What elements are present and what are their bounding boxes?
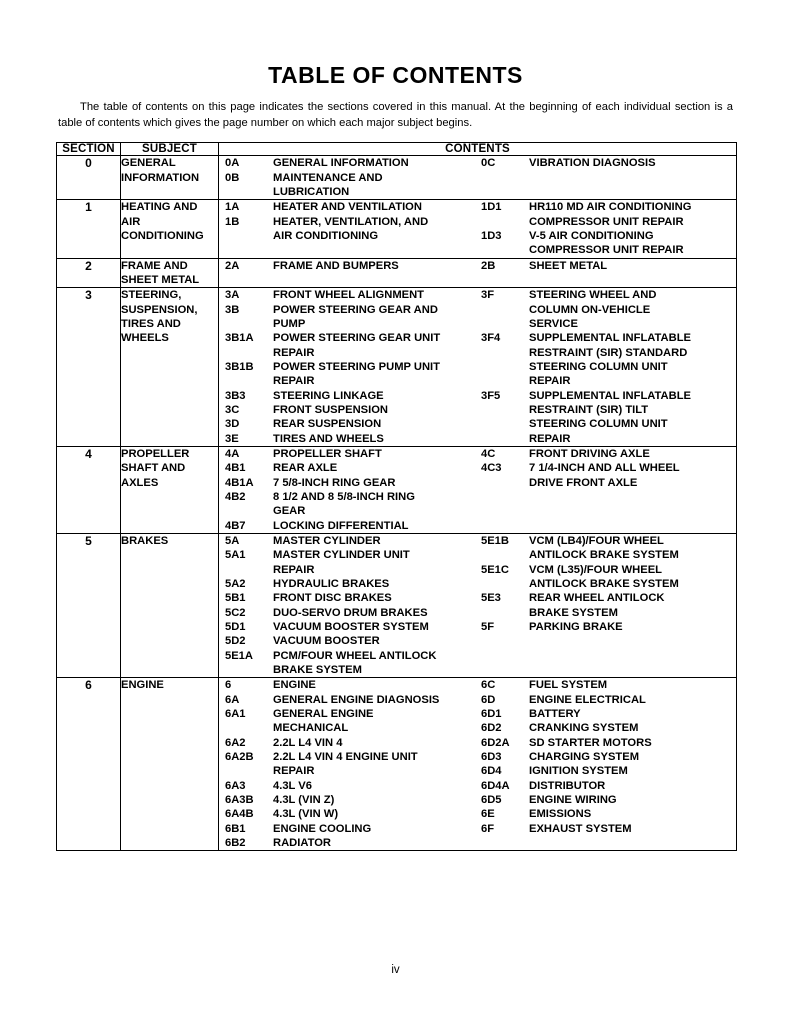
entry-label: REPAIR [273,765,315,778]
entry-label: PUMP [273,318,306,331]
contents-entry[interactable] [219,836,477,850]
contents-entry[interactable] [219,215,477,229]
subject-name: FRAME AND SHEET METAL [121,258,219,288]
contents-entry[interactable] [477,693,733,707]
entry-label: 4.3L (VIN W) [273,808,339,821]
entry-label: COMPRESSOR UNIT REPAIR [529,215,684,228]
page-folio: iv [391,964,400,976]
section-number: 1 [57,200,121,258]
contents-column-left [219,200,477,257]
contents-entry[interactable] [477,417,733,431]
entry-label: SERVICE [529,318,578,331]
entry-label: GENERAL INFORMATION [273,157,409,170]
entry-label: COMPRESSOR UNIT REPAIR [529,244,684,257]
entry-label: 7 1/4-INCH AND ALL WHEEL [529,462,680,475]
intro-text: The table of contents on this page indicates the sections covered in this manual. At the beginning of each individual section is a table of contents which gives the page number on which each major subject begins. [58,101,733,130]
contents-entry[interactable] [477,403,733,417]
contents-entry[interactable] [477,200,733,214]
entry-label: BRAKE SYSTEM [529,606,618,619]
contents-entry[interactable] [477,346,733,360]
entry-code: 4B1A [225,476,254,489]
entry-label: REPAIR [529,432,571,445]
entry-label: POWER STEERING GEAR UNIT [273,332,441,345]
contents-entry[interactable] [477,360,733,374]
entry-label: VIBRATION DIAGNOSIS [529,157,656,170]
entry-code: 5B1 [225,592,246,605]
contents-entry[interactable] [219,331,477,345]
entry-code: 1D1 [481,201,502,214]
contents-entry[interactable] [477,229,733,243]
contents-entry[interactable] [477,215,733,229]
entry-label: FRONT SUSPENSION [273,404,388,417]
contents-column-right [477,156,733,199]
contents-entry[interactable] [219,374,477,388]
entry-code: 6B2 [225,836,246,849]
entry-label: MASTER CYLINDER UNIT [273,549,410,562]
contents-entry[interactable] [477,793,733,807]
contents-entry[interactable] [219,591,477,605]
contents-entry[interactable] [219,606,477,620]
contents-entry[interactable] [219,793,477,807]
entry-label: 8 1/2 AND 8 5/8-INCH RING [273,491,415,504]
subject-name: HEATING AND AIR CONDITIONING [121,200,219,258]
contents-entry[interactable] [477,243,733,257]
entry-code: 6 [225,679,232,692]
contents-column-right [477,259,733,273]
entry-label: BRAKE SYSTEM [273,663,362,676]
contents-entry[interactable] [219,779,477,793]
entry-label: ANTILOCK BRAKE SYSTEM [529,549,679,562]
entry-label: PCM/FOUR WHEEL ANTILOCK [273,649,437,662]
contents-entry[interactable] [219,534,477,548]
entry-label: STEERING COLUMN UNIT [529,418,668,431]
contents-entry[interactable] [219,620,477,634]
contents-entry[interactable] [219,822,477,836]
table-row [57,534,737,678]
entry-label: RESTRAINT (SIR) TILT [529,404,649,417]
contents-entry[interactable] [219,519,477,533]
entry-code: 5D1 [225,620,246,633]
contents-entry[interactable] [477,156,733,170]
section-number: 5 [57,534,121,678]
table-row [57,200,737,258]
entry-code: 5D2 [225,635,246,648]
section-number: 3 [57,288,121,447]
contents-cell [219,200,737,258]
contents-entry[interactable] [219,764,477,778]
entry-label: MASTER CYLINDER [273,535,381,547]
entry-label: VACUUM BOOSTER [273,635,380,648]
entry-code: 3F4 [481,332,501,345]
contents-column-right [477,447,733,533]
entry-code: 4C [481,448,496,461]
entry-code: 6D4 [481,765,502,778]
entry-label: 4.3L (VIN Z) [273,793,335,806]
entry-label: VACUUM BOOSTER SYSTEM [273,620,429,633]
entry-code: 6A [225,693,240,706]
entry-label: MAINTENANCE AND [273,171,383,184]
contents-entry[interactable] [477,736,733,750]
contents-entry[interactable] [219,490,477,504]
contents-entry[interactable] [219,476,477,490]
column-header-contents: CONTENTS [219,143,737,156]
table-row [57,447,737,534]
entry-label: STEERING COLUMN UNIT [529,361,668,374]
entry-label: PARKING BRAKE [529,620,623,633]
entry-code: 5E1C [481,563,509,576]
entry-label: GENERAL ENGINE [273,707,374,720]
contents-entry[interactable] [477,822,733,836]
entry-code: 6A3B [225,793,254,806]
entry-code: 5A2 [225,577,246,590]
contents-entry[interactable] [477,563,733,577]
entry-code: 4B7 [225,519,246,532]
intro-paragraph [56,99,735,131]
contents-entry[interactable] [477,779,733,793]
contents-column-left [219,447,477,533]
contents-entry[interactable] [219,303,477,317]
entry-label: ENGINE ELECTRICAL [529,693,646,706]
table-row [57,678,737,851]
entry-code: 6A2 [225,736,246,749]
contents-entry[interactable] [219,389,477,403]
entry-label: EXHAUST SYSTEM [529,822,632,835]
entry-label: POWER STEERING GEAR AND [273,303,438,316]
entry-code: 6D [481,693,496,706]
entry-label: REPAIR [273,375,315,388]
entry-label: SUPPLEMENTAL INFLATABLE [529,332,692,345]
entry-label: CRANKING SYSTEM [529,722,639,735]
contents-entry[interactable] [477,807,733,821]
contents-entry[interactable] [219,229,477,243]
entry-label: 2.2L L4 VIN 4 ENGINE UNIT [273,750,418,763]
contents-entry[interactable] [219,360,477,374]
subject-name: GENERAL INFORMATION [121,156,219,200]
entry-label: REAR WHEEL ANTILOCK [529,592,665,605]
entry-code: 6B1 [225,822,246,835]
entry-code: 6A4B [225,808,254,821]
contents-entry[interactable] [477,331,733,345]
entry-code: 0A [225,157,240,170]
entry-label: 4.3L V6 [273,779,312,792]
entry-label: RADIATOR [273,836,332,849]
entry-code: 1B [225,215,240,228]
entry-label: ENGINE WIRING [529,793,617,806]
contents-column-left [219,534,477,677]
entry-code: 3C [225,404,240,417]
entry-label: LOCKING DIFFERENTIAL [273,519,409,532]
contents-entry[interactable] [477,389,733,403]
entry-code: 1D3 [481,230,502,243]
column-header-subject: SUBJECT [121,143,219,156]
contents-entry[interactable] [219,504,477,518]
entry-label: DRIVE FRONT AXLE [529,476,638,489]
entry-label: 2.2L L4 VIN 4 [273,736,343,749]
entry-code: 3E [225,432,239,445]
entry-code: 5A [225,535,240,547]
entry-code: 0C [481,157,496,170]
contents-entry[interactable] [477,577,733,591]
contents-column-left [219,288,477,446]
contents-entry[interactable] [477,750,733,764]
entry-code: 6A2B [225,750,254,763]
entry-label: MECHANICAL [273,722,349,735]
contents-entry[interactable] [219,200,477,214]
entry-code: 6D5 [481,793,502,806]
contents-entry[interactable] [219,736,477,750]
entry-code: 6D1 [481,707,502,720]
entry-code: 5F [481,620,495,633]
entry-code: 3F [481,289,495,302]
entry-label: EMISSIONS [529,808,592,821]
contents-entry[interactable] [219,807,477,821]
page-title: TABLE OF CONTENTS [268,62,523,88]
entry-label: POWER STEERING PUMP UNIT [273,361,440,374]
entry-label: BATTERY [529,707,581,720]
contents-entry[interactable] [219,678,477,692]
entry-label: AIR CONDITIONING [273,230,379,243]
contents-cell [219,678,737,851]
contents-cell [219,447,737,534]
entry-code: 0B [225,171,240,184]
entry-code: 5E3 [481,592,501,605]
contents-column-right [477,678,733,850]
entry-code: 6F [481,822,495,835]
contents-entry[interactable] [219,563,477,577]
contents-cell [219,258,737,288]
contents-entry[interactable] [219,417,477,431]
entry-code: 6E [481,808,495,821]
contents-entry[interactable] [219,403,477,417]
contents-entry[interactable] [219,171,477,185]
entry-code: 4B2 [225,491,246,504]
entry-code: 3D [225,418,240,431]
contents-entry[interactable] [219,432,477,446]
entry-label: PROPELLER SHAFT [273,448,382,461]
contents-entry[interactable] [219,548,477,562]
entry-label: GEAR [273,505,306,518]
contents-entry[interactable] [477,317,733,331]
contents-entry[interactable] [219,577,477,591]
contents-entry[interactable] [219,156,477,170]
contents-cell [219,156,737,200]
entry-label: HYDRAULIC BRAKES [273,577,390,590]
entry-code: 6D2A [481,736,510,749]
entry-code: 4B1 [225,462,246,475]
table-of-contents [56,142,737,851]
entry-code: 3B3 [225,389,246,402]
entry-code: 6A1 [225,707,246,720]
entry-label: STEERING LINKAGE [273,389,384,402]
entry-label: CHARGING SYSTEM [529,750,640,763]
entry-label: SUPPLEMENTAL INFLATABLE [529,389,692,402]
entry-label: SHEET METAL [529,259,608,272]
contents-entry[interactable] [477,620,733,634]
entry-label: RESTRAINT (SIR) STANDARD [529,346,688,359]
entry-label: VCM (LB4)/FOUR WHEEL [529,535,664,547]
contents-entry[interactable] [477,721,733,735]
contents-column-left [219,156,477,199]
entry-label: REPAIR [529,375,571,388]
entry-code: 3F5 [481,389,501,402]
table-row [57,288,737,447]
subject-name: BRAKES [121,534,219,678]
contents-entry[interactable] [219,447,477,461]
entry-label: ENGINE [273,679,316,692]
entry-label: IGNITION SYSTEM [529,765,628,778]
entry-label: 7 5/8-INCH RING GEAR [273,476,396,489]
entry-code: 5E1B [481,535,509,547]
contents-entry[interactable] [219,259,477,273]
entry-label: COLUMN ON-VEHICLE [529,303,651,316]
entry-code: 3B [225,303,240,316]
entry-label: FUEL SYSTEM [529,679,608,692]
contents-column-left [219,259,477,273]
section-number: 6 [57,678,121,851]
contents-entry[interactable] [219,721,477,735]
subject-name: PROPELLER SHAFT AND AXLES [121,447,219,534]
entry-label: ANTILOCK BRAKE SYSTEM [529,577,679,590]
contents-entry[interactable] [477,591,733,605]
entry-code: 6C [481,679,496,692]
contents-entry[interactable] [219,346,477,360]
table-row [57,258,737,288]
contents-column-left [219,678,477,850]
entry-label: FRONT WHEEL ALIGNMENT [273,289,425,302]
column-header-section: SECTION [57,143,121,156]
section-number: 4 [57,447,121,534]
subject-name: STEERING, SUSPENSION, TIRES AND WHEELS [121,288,219,447]
entry-code: 3B1A [225,332,254,345]
entry-code: 3A [225,289,240,302]
entry-label: HR110 MD AIR CONDITIONING [529,201,692,214]
entry-code: 6D4A [481,779,510,792]
contents-entry[interactable] [219,750,477,764]
contents-entry[interactable] [219,288,477,302]
contents-column-right [477,534,733,677]
contents-entry[interactable] [477,548,733,562]
entry-code: 5C2 [225,606,246,619]
entry-code: 5E1A [225,649,253,662]
entry-label: FRONT DRIVING AXLE [529,448,650,461]
contents-entry[interactable] [477,461,733,475]
entry-code: 4C3 [481,462,502,475]
entry-code: 4A [225,448,240,461]
entry-label: DISTRIBUTOR [529,779,606,792]
contents-column-right [477,288,733,446]
contents-cell [219,288,737,447]
entry-label: TIRES AND WHEELS [273,432,384,445]
contents-entry[interactable] [477,432,733,446]
entry-label: ENGINE COOLING [273,822,372,835]
entry-label: REAR AXLE [273,462,338,475]
entry-label: REPAIR [273,563,315,576]
table-header-row [57,143,737,156]
contents-entry[interactable] [219,634,477,648]
contents-column-right [477,200,733,257]
table-row [57,156,737,200]
entry-label: REAR SUSPENSION [273,418,382,431]
entry-label: FRAME AND BUMPERS [273,259,399,272]
entry-label: VCM (L35)/FOUR WHEEL [529,563,663,576]
contents-entry[interactable] [219,317,477,331]
entry-label: HEATER, VENTILATION, AND [273,215,429,228]
entry-code: 3B1B [225,361,254,374]
entry-label: V-5 AIR CONDITIONING [529,230,654,243]
entry-code: 2B [481,259,496,272]
contents-cell [219,534,737,678]
entry-code: 6D2 [481,722,502,735]
entry-code: 1A [225,201,240,214]
contents-entry[interactable] [477,476,733,490]
contents-entry[interactable] [219,707,477,721]
contents-entry[interactable] [477,288,733,302]
contents-entry[interactable] [477,303,733,317]
contents-entry[interactable] [477,374,733,388]
section-number: 0 [57,156,121,200]
contents-entry[interactable] [477,534,733,548]
contents-entry[interactable] [219,649,477,663]
entry-label: HEATER AND VENTILATION [273,201,422,214]
entry-label: REPAIR [273,346,315,359]
contents-entry[interactable] [477,764,733,778]
entry-label: FRONT DISC BRAKES [273,592,392,605]
contents-entry[interactable] [219,693,477,707]
entry-code: 5A1 [225,549,246,562]
table-header [57,143,737,156]
contents-entry[interactable] [477,606,733,620]
section-number: 2 [57,258,121,288]
contents-entry[interactable] [477,259,733,273]
contents-entry[interactable] [477,678,733,692]
entry-label: DUO-SERVO DRUM BRAKES [273,606,428,619]
entry-code: 2A [225,259,240,272]
subject-name: ENGINE [121,678,219,851]
entry-label: GENERAL ENGINE DIAGNOSIS [273,693,440,706]
contents-entry[interactable] [477,707,733,721]
entry-code: 6A3 [225,779,246,792]
contents-entry[interactable] [477,447,733,461]
contents-entry[interactable] [219,185,477,199]
entry-label: LUBRICATION [273,186,350,199]
contents-entry[interactable] [219,663,477,677]
entry-label: SD STARTER MOTORS [529,736,652,749]
entry-code: 6D3 [481,750,502,763]
contents-entry[interactable] [219,461,477,475]
entry-label: STEERING WHEEL AND [529,289,657,302]
table-body [57,156,737,851]
